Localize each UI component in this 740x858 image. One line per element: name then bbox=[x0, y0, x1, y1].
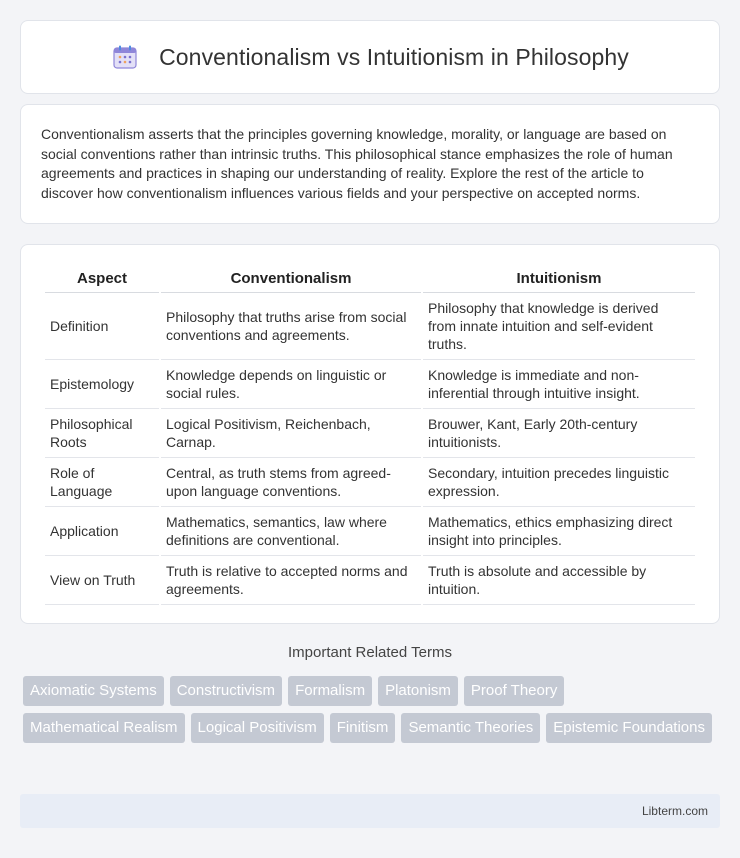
calendar-grid-icon bbox=[111, 43, 139, 71]
related-terms-list bbox=[23, 676, 723, 750]
footer bbox=[20, 794, 720, 828]
table-row bbox=[45, 556, 695, 605]
footer-site-link[interactable]: Libterm.com bbox=[641, 804, 708, 818]
header bbox=[111, 43, 629, 71]
table-row bbox=[45, 458, 695, 507]
cell-conventionalism: Truth is relative to accepted norms and agreements. bbox=[161, 556, 421, 605]
related-term-tag[interactable]: Axiomatic Systems bbox=[23, 676, 164, 706]
related-term-tag[interactable]: Formalism bbox=[288, 676, 372, 706]
related-term-tag[interactable]: Finitism bbox=[330, 713, 396, 743]
cell-intuitionism: Secondary, intuition precedes linguistic expression. bbox=[423, 458, 695, 507]
related-term-tag[interactable]: Semantic Theories bbox=[401, 713, 540, 743]
cell-intuitionism: Philosophy that knowledge is derived from innate intuition and self-evident truths. bbox=[423, 293, 695, 360]
cell-aspect: Definition bbox=[45, 293, 159, 360]
cell-aspect: Role of Language bbox=[45, 458, 159, 507]
related-term-tag[interactable]: Constructivism bbox=[170, 676, 282, 706]
cell-intuitionism: Truth is absolute and accessible by intuition. bbox=[423, 556, 695, 605]
cell-intuitionism: Knowledge is immediate and non-inferential through intuitive insight. bbox=[423, 360, 695, 409]
cell-conventionalism: Knowledge depends on linguistic or social rules. bbox=[161, 360, 421, 409]
table-row bbox=[45, 507, 695, 556]
cell-intuitionism: Mathematics, ethics emphasizing direct insight into principles. bbox=[423, 507, 695, 556]
header-conventionalism: Conventionalism bbox=[161, 265, 421, 293]
related-term-tag[interactable]: Epistemic Foundations bbox=[546, 713, 712, 743]
comparison-table-card bbox=[20, 244, 720, 624]
related-terms-title: Important Related Terms bbox=[288, 644, 452, 661]
related-term-tag[interactable]: Proof Theory bbox=[464, 676, 564, 706]
cell-conventionalism: Central, as truth stems from agreed-upon language conventions. bbox=[161, 458, 421, 507]
table-row bbox=[45, 360, 695, 409]
table-row bbox=[45, 293, 695, 360]
intro-card bbox=[20, 104, 720, 224]
table-header-row bbox=[45, 265, 695, 293]
cell-intuitionism: Brouwer, Kant, Early 20th-century intuitionists. bbox=[423, 409, 695, 458]
related-term-tag[interactable]: Platonism bbox=[378, 676, 458, 706]
header-aspect: Aspect bbox=[45, 265, 159, 293]
table-row bbox=[45, 409, 695, 458]
cell-aspect: View on Truth bbox=[45, 556, 159, 605]
header-card bbox=[20, 20, 720, 94]
intro-text: Conventionalism asserts that the principles governing knowledge, morality, or language are based on social conventions rather than intrinsic truths. This philosophical stance emphasizes the role of human agreements and practices in shaping our understanding of reality. Explore the rest of the article to discover how conventionalism influences various fields and your perspective on accepted norms. bbox=[41, 126, 673, 201]
cell-aspect: Epistemology bbox=[45, 360, 159, 409]
cell-conventionalism: Logical Positivism, Reichenbach, Carnap. bbox=[161, 409, 421, 458]
related-term-tag[interactable]: Mathematical Realism bbox=[23, 713, 185, 743]
cell-conventionalism: Mathematics, semantics, law where definitions are conventional. bbox=[161, 507, 421, 556]
cell-conventionalism: Philosophy that truths arise from social conventions and agreements. bbox=[161, 293, 421, 360]
header-intuitionism: Intuitionism bbox=[423, 265, 695, 293]
related-term-tag[interactable]: Logical Positivism bbox=[191, 713, 324, 743]
comparison-table bbox=[43, 265, 697, 605]
cell-aspect: Philosophical Roots bbox=[45, 409, 159, 458]
page-title: Conventionalism vs Intuitionism in Philosophy bbox=[159, 43, 629, 70]
cell-aspect: Application bbox=[45, 507, 159, 556]
